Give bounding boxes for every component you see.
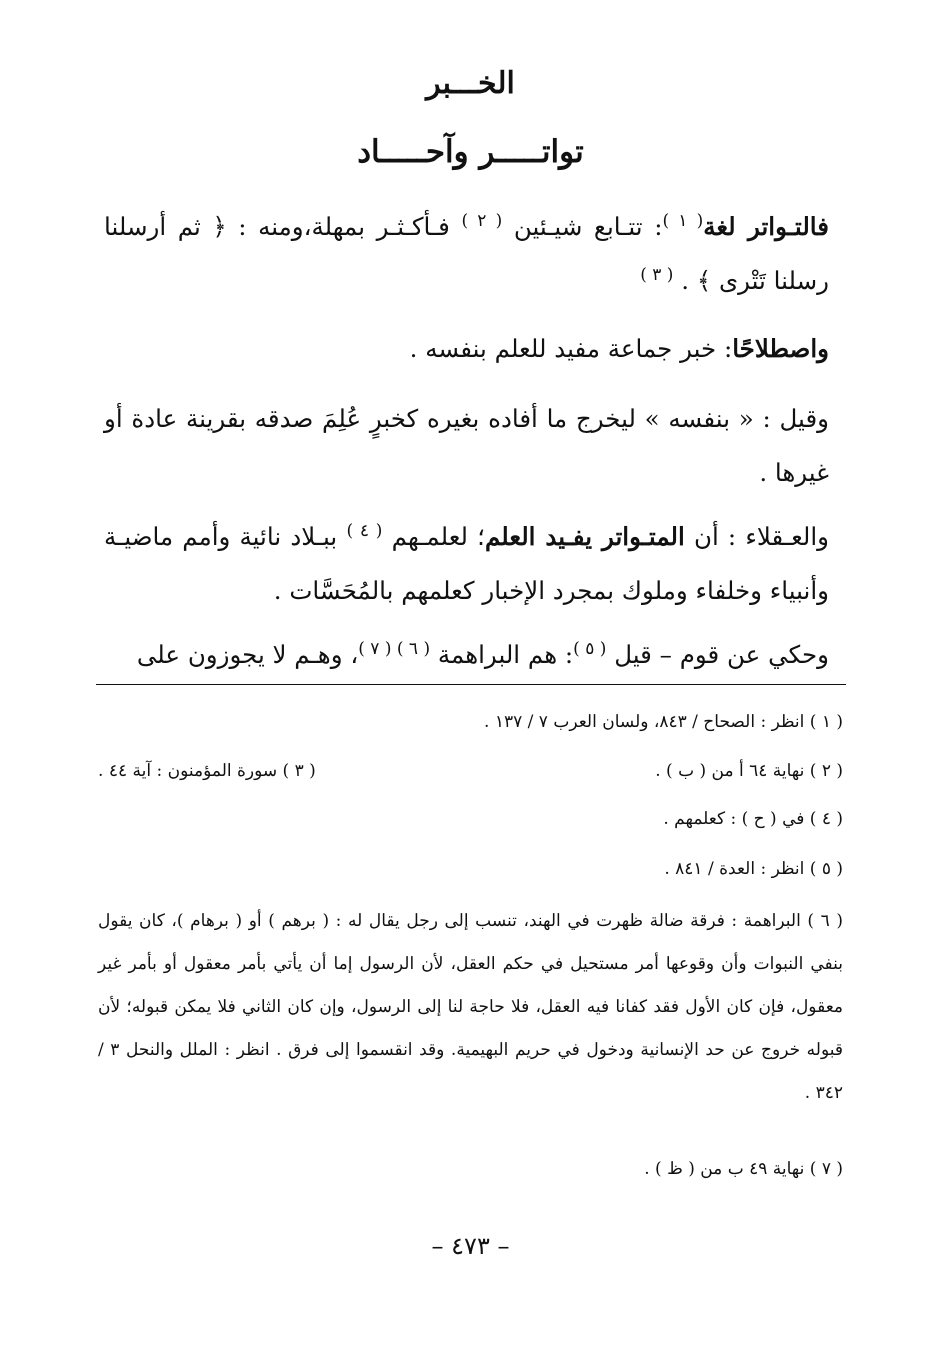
footnote-ref-4: ( ٤ ) (346, 520, 383, 541)
bold-phrase: المتـواتر يفـيد العلم (484, 522, 685, 551)
footnote-4: ( ٤ ) في ( ح ) : كعلمهم . (663, 809, 843, 829)
paragraph-text: : هم البراهمة (437, 640, 574, 669)
footnote-6: ( ٦ ) البراهمة : فرقة ضالة ظهرت في الهند، تنسب إلى رجل يقال له : ( برهم ) أو ( برهام )، كان يقول بنفي النبوات وأن وقوعها أمر مستحيل في حكم العقل، لأن الرسول إما أن يأتي بأمر معقول أو بأمر غير معقول، فإن كان الأول فقد كفانا فيه العقل، فلا حاجة لنا إلى الرسول، وإن كان الثاني فلا يمكن قبوله؛ لأن قبوله خروج عن حد الإنسانية ودخول في حريم البهيمية. وقد انقسموا إلى فرق . انظر : الملل والنحل ٣ / ٣٤٢ . (98, 911, 843, 1103)
footnote-2: ( ٢ ) نهاية ٦٤ أ من ( ب ) . (655, 761, 843, 781)
paragraph-text: ؛ لعلمـهم (391, 522, 485, 551)
paragraph-technical-definition (104, 322, 829, 376)
paragraph-text: والعـقلاء : أن (693, 522, 829, 551)
paragraph-hukiya (104, 628, 829, 682)
paragraph-uqala (104, 510, 829, 618)
page-number: – ٤٧٣ – (431, 1232, 510, 1260)
footnote-ref-2: ( ٢ ) (461, 210, 503, 231)
footnote-1: ( ١ ) انظر : الصحاح / ٨٤٣، ولسان العرب ٧ / ١٣٧ . (484, 712, 843, 732)
section-title: تواتـــــر وآحـــــاد (357, 134, 584, 170)
paragraph-text: : خبر جماعة مفيد للعلم بنفسه . (409, 334, 733, 363)
footnote-ref-5: ( ٥ ) (573, 638, 607, 659)
footnote-ref-1: ( ١ ) (662, 210, 704, 231)
term-lughatan: فالتـواتر لغة (703, 212, 829, 241)
footnote-row-2-3 (98, 752, 843, 790)
paragraph-text: : تتـابع شيـئين (513, 212, 663, 241)
paragraph-text: ببـلاد نائية وأمم ماضيـة وأنبياء وخلفاء وملوك بمجرد الإخبار كعلمهم بالمُحَسَّات . (104, 522, 829, 605)
footnote-5: ( ٥ ) انظر : العدة / ٨٤١ . (664, 859, 843, 879)
footnote-separator (96, 684, 846, 685)
paragraph-text: ، وهـم لا يجوزون على (136, 640, 359, 669)
paragraph-qila: وقيل : « بنفسه » ليخرج ما أفاده بغيره كخبرٍ عُلِمَ صدقه بقرينة عادة أو غيرها . (104, 404, 829, 487)
paragraph-text: فـأكـثـر بمهلة،ومنه : ﴿ ثم أرسلنا رسلنا تَتْرى ﴾ . (104, 212, 829, 295)
chapter-title: الخـــبر (426, 66, 515, 101)
footnote-3: ( ٣ ) سورة المؤمنون : آية ٤٤ . (98, 761, 316, 781)
paragraph-linguistic-definition (104, 200, 829, 308)
footnote-7: ( ٧ ) نهاية ٤٩ ب من ( ظ ) . (644, 1159, 843, 1179)
footnote-ref-6-7: ( ٦ ) ( ٧ ) (358, 638, 431, 659)
paragraph-text: وحكي عن قوم – قيل (614, 640, 829, 669)
term-istilahan: واصطلاحًا (732, 334, 829, 363)
footnote-ref-3: ( ٣ ) (640, 264, 674, 285)
